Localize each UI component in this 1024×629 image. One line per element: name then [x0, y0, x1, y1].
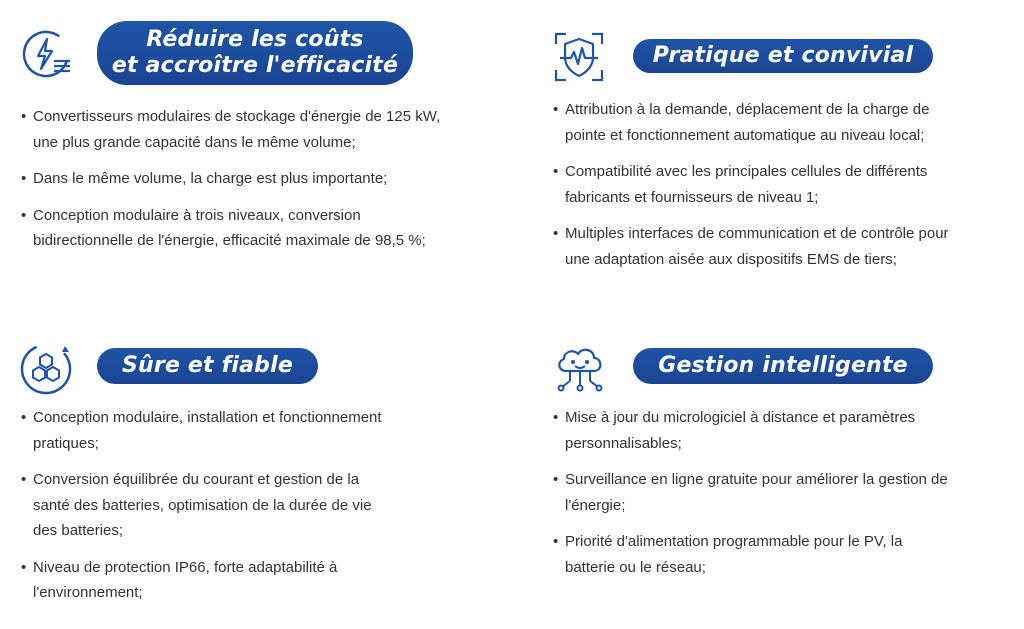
list-item: • Convertisseurs modulaires de stockage d'énergie de 125 kW, une plus grande capacité dans le même volume; — [21, 104, 501, 155]
list-item: • Compatibilité avec les principales cellules de différents fabricants et fournisseurs de niveau 1; — [553, 159, 1018, 210]
list-item: • Conception modulaire, installation et fonctionnement pratiques; — [21, 405, 501, 456]
hexagon-modules-icon — [19, 341, 75, 397]
feature-list — [21, 104, 501, 265]
list-item: • Multiples interfaces de communication et de contrôle pour une adaptation aisée aux dispositifs EMS de tiers; — [553, 221, 1018, 272]
feature-list — [21, 405, 501, 617]
list-item: • Attribution à la demande, déplacement de la charge de pointe et fonctionnement automatique au niveau local; — [553, 97, 1018, 148]
section-title-line: Réduire les coûts — [146, 27, 364, 53]
list-item: • Conversion équilibrée du courant et gestion de la santé des batteries, optimisation de la durée de vie des batteries; — [21, 467, 501, 544]
list-item: • Mise à jour du micrologiciel à distance et paramètres personnalisables; — [553, 405, 1018, 456]
feature-list — [553, 405, 1018, 591]
lightning-bolt-icon — [20, 27, 74, 81]
list-item: • Conception modulaire à trois niveaux, conversion bidirectionnelle de l'énergie, efficacité maximale de 98,5 %; — [21, 203, 501, 254]
section-title-line: et accroître l'efficacité — [111, 53, 399, 78]
section-title-line: Gestion intelligente — [658, 353, 908, 379]
section-reduire-les-couts — [0, 0, 512, 315]
section-gestion-intelligente — [512, 315, 1024, 629]
section-title-pill — [633, 39, 933, 73]
section-title-line: Sûre et fiable — [121, 353, 293, 379]
cloud-robot-icon — [552, 341, 608, 397]
list-item: • Priorité d'alimentation programmable pour le PV, la batterie ou le réseau; — [553, 529, 1018, 580]
section-title-line: Pratique et convivial — [652, 43, 914, 69]
section-title-pill — [633, 348, 933, 384]
list-item: • Surveillance en ligne gratuite pour améliorer la gestion de l'énergie; — [553, 467, 1018, 518]
shield-pulse-icon — [552, 30, 606, 84]
section-title-pill — [97, 348, 318, 384]
section-sure-et-fiable — [0, 315, 512, 629]
feature-list — [553, 97, 1018, 283]
list-item: • Dans le même volume, la charge est plus importante; — [21, 166, 501, 192]
section-pratique-et-convivial — [512, 0, 1024, 315]
section-title-pill — [97, 21, 413, 85]
list-item: • Niveau de protection IP66, forte adaptabilité à l'environnement; — [21, 555, 501, 606]
